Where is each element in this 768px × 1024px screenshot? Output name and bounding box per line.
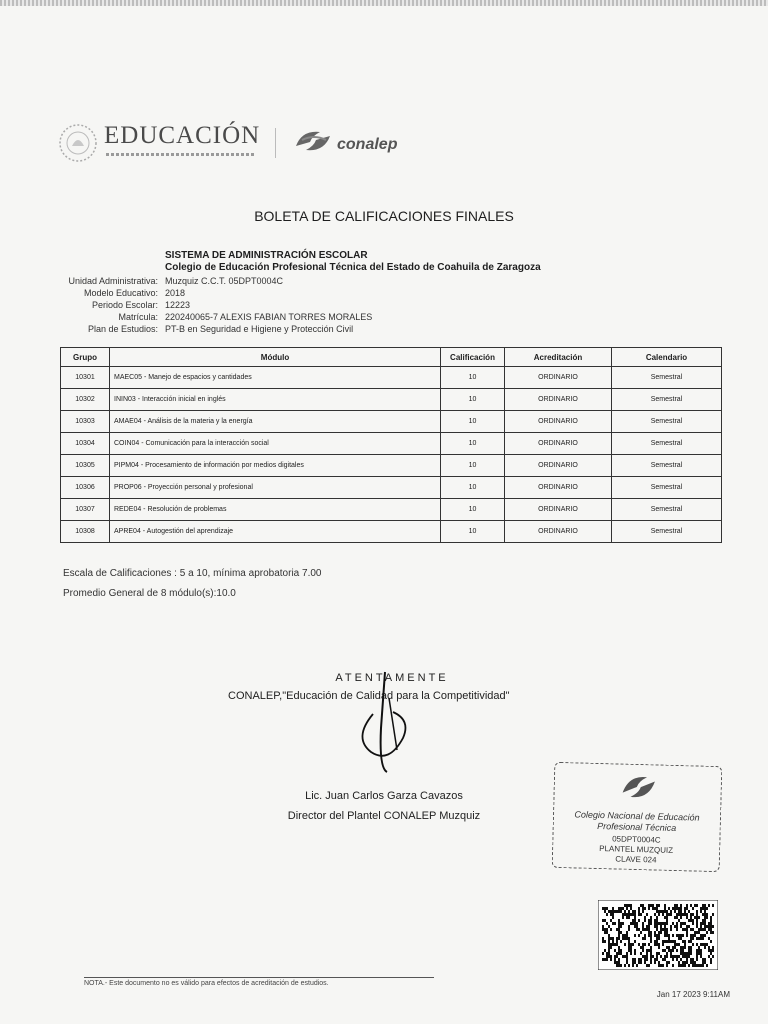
cell-acreditacion: ORDINARIO bbox=[505, 389, 612, 411]
cell-calificacion: 10 bbox=[441, 411, 505, 433]
table-row bbox=[61, 367, 722, 389]
conalep-logo-text: conalep bbox=[337, 136, 398, 153]
info-value-unidad: Muzquiz C.C.T. 05DPT0004C bbox=[165, 276, 284, 286]
atentamente-text: ATENTAMENTE bbox=[335, 672, 449, 684]
general-average-text: Promedio General de 8 módulo(s):10.0 bbox=[63, 588, 236, 599]
table-row bbox=[61, 499, 722, 521]
cell-calificacion: 10 bbox=[441, 499, 505, 521]
cell-modulo: REDE04 - Resolución de problemas bbox=[110, 499, 441, 521]
table-row bbox=[61, 477, 722, 499]
cell-modulo: COIN04 - Comunicación para la interacción social bbox=[110, 433, 441, 455]
info-value-matricula: 220240065-7 ALEXIS FABIAN TORRES MORALES bbox=[165, 312, 373, 322]
cell-calendario: Semestral bbox=[612, 455, 722, 477]
cell-grupo: 10307 bbox=[61, 499, 110, 521]
cell-calificacion: 10 bbox=[441, 433, 505, 455]
cell-grupo: 10303 bbox=[61, 411, 110, 433]
cell-calificacion: 10 bbox=[441, 521, 505, 543]
info-label-modelo: Modelo Educativo: bbox=[83, 288, 158, 298]
signer-title: Director del Plantel CONALEP Muzquiz bbox=[287, 810, 481, 822]
cell-calendario: Semestral bbox=[612, 367, 722, 389]
cell-modulo: APRE04 - Autogestión del aprendizaje bbox=[110, 521, 441, 543]
table-row bbox=[61, 389, 722, 411]
table-header-row bbox=[61, 348, 722, 367]
stamp-line-2: Profesional Técnica bbox=[597, 820, 677, 834]
cell-calificacion: 10 bbox=[441, 455, 505, 477]
cell-grupo: 10305 bbox=[61, 455, 110, 477]
motto-text: CONALEP,"Educación de Calidad para la Competitividad" bbox=[228, 690, 510, 702]
scan-top-border bbox=[0, 0, 768, 6]
institution-name: Colegio de Educación Profesional Técnica del Estado de Coahuila de Zaragoza bbox=[165, 262, 541, 273]
header-calendario: Calendario bbox=[612, 348, 722, 367]
info-label-plan: Plan de Estudios: bbox=[87, 324, 158, 334]
cell-modulo: AMAE04 - Análisis de la materia y la energía bbox=[110, 411, 441, 433]
stamp-line-5: CLAVE 024 bbox=[615, 854, 657, 865]
table-row bbox=[61, 455, 722, 477]
cell-acreditacion: ORDINARIO bbox=[505, 411, 612, 433]
cell-grupo: 10304 bbox=[61, 433, 110, 455]
cell-grupo: 10301 bbox=[61, 367, 110, 389]
info-label-periodo: Periodo Escolar: bbox=[91, 300, 158, 310]
cell-acreditacion: ORDINARIO bbox=[505, 521, 612, 543]
logo-divider bbox=[275, 128, 276, 158]
signer-name: Lic. Juan Carlos Garza Cavazos bbox=[305, 790, 463, 802]
cell-calificacion: 10 bbox=[441, 389, 505, 411]
cell-calificacion: 10 bbox=[441, 477, 505, 499]
educacion-logo-subtitle bbox=[106, 153, 254, 156]
cell-grupo: 10302 bbox=[61, 389, 110, 411]
system-name: SISTEMA DE ADMINISTRACIÓN ESCOLAR bbox=[165, 250, 368, 261]
cell-calendario: Semestral bbox=[612, 477, 722, 499]
grades-table bbox=[60, 347, 722, 543]
conalep-stamp-icon bbox=[616, 768, 661, 805]
conalep-logo-icon bbox=[290, 126, 336, 156]
cell-calendario: Semestral bbox=[612, 499, 722, 521]
cell-grupo: 10306 bbox=[61, 477, 110, 499]
header-modulo: Módulo bbox=[110, 348, 441, 367]
educacion-logo: EDUCACIÓN bbox=[104, 122, 261, 149]
info-label-matricula: Matrícula: bbox=[118, 312, 158, 322]
info-label-unidad: Unidad Administrativa: bbox=[68, 276, 158, 286]
barcode-icon bbox=[598, 900, 718, 970]
cell-modulo: PIPM04 - Procesamiento de información por medios digitales bbox=[110, 455, 441, 477]
cell-grupo: 10308 bbox=[61, 521, 110, 543]
cell-calendario: Semestral bbox=[612, 521, 722, 543]
cell-acreditacion: ORDINARIO bbox=[505, 367, 612, 389]
stamp-line-3: 05DPT0004C bbox=[612, 834, 661, 845]
mexico-seal-icon bbox=[58, 120, 98, 164]
signature-icon bbox=[345, 668, 425, 778]
info-value-periodo: 12223 bbox=[165, 300, 191, 310]
note-divider bbox=[84, 977, 434, 978]
cell-acreditacion: ORDINARIO bbox=[505, 433, 612, 455]
print-timestamp: Jan 17 2023 9:11AM bbox=[656, 990, 730, 999]
cell-calificacion: 10 bbox=[441, 367, 505, 389]
table-row bbox=[61, 521, 722, 543]
table-row bbox=[61, 433, 722, 455]
stamp-line-4: PLANTEL MUZQUIZ bbox=[599, 844, 674, 855]
cell-modulo: PROP06 - Proyección personal y profesional bbox=[110, 477, 441, 499]
table-row bbox=[61, 411, 722, 433]
stamp-line-1: Colegio Nacional de Educación bbox=[574, 809, 700, 823]
cell-acreditacion: ORDINARIO bbox=[505, 455, 612, 477]
grading-scale-text: Escala de Calificaciones : 5 a 10, mínima aprobatoria 7.00 bbox=[63, 568, 322, 579]
official-stamp bbox=[552, 762, 723, 872]
cell-calendario: Semestral bbox=[612, 411, 722, 433]
header-acreditacion: Acreditación bbox=[505, 348, 612, 367]
cell-acreditacion: ORDINARIO bbox=[505, 499, 612, 521]
header-grupo: Grupo bbox=[61, 348, 110, 367]
cell-modulo: MAEC05 - Manejo de espacios y cantidades bbox=[110, 367, 441, 389]
document-title: BOLETA DE CALIFICACIONES FINALES bbox=[254, 208, 514, 224]
cell-calendario: Semestral bbox=[612, 389, 722, 411]
cell-acreditacion: ORDINARIO bbox=[505, 477, 612, 499]
cell-modulo: ININ03 - Interacción inicial en inglés bbox=[110, 389, 441, 411]
header-calificacion: Calificación bbox=[441, 348, 505, 367]
info-value-plan: PT-B en Seguridad e Higiene y Protección Civil bbox=[165, 324, 354, 334]
info-value-modelo: 2018 bbox=[165, 288, 186, 298]
footer-note: NOTA.- Este documento no es válido para efectos de acreditación de estudios. bbox=[84, 980, 329, 987]
cell-calendario: Semestral bbox=[612, 433, 722, 455]
